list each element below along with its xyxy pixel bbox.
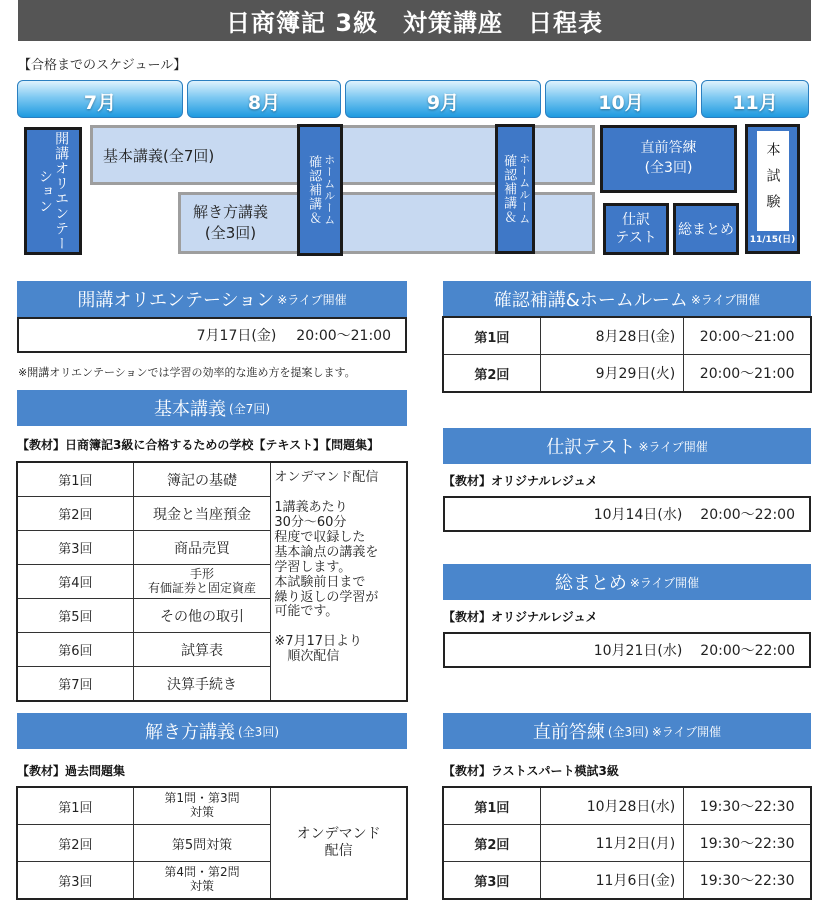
basic-header [17,390,407,426]
basic-row-topic: 現金と当座預金 [133,497,271,531]
kakunin-live: ※ライブ開催 [690,292,761,307]
timeline-kakunin-1-left: ホームルーム [322,154,336,226]
kaikata-header [17,713,407,749]
timeline-kakunin-2-right: 確認補講＆ [501,154,517,224]
timeline-kaikata-line2: (全3回) [204,224,257,242]
table-row [444,355,811,392]
kakunin-title: 確認補講&ホームルーム [493,290,688,311]
month-sep: 9月 [345,80,541,118]
table-row [444,318,811,355]
timeline-kakunin-2 [495,124,535,254]
basic-material: 【教材】日商簿記3級に合格するための学校【テキスト】【問題集】 [17,438,380,452]
matome-header [443,564,811,600]
table-row [444,825,811,862]
kakunin-row-date: 9月29日(火) [540,355,684,392]
orientation-title: 開講オリエンテーション [77,290,275,311]
timeline-honshiken-label: 本試験 [764,142,781,220]
kaikata-row-topic: 第4問・第2問 対策 [133,862,271,899]
orientation-date: 7月17日(金) [196,328,277,344]
basic-row-topic: 商品売買 [133,531,271,565]
basic-row-no: 第1回 [18,463,134,497]
timeline-chokuzen-line2: (全3回) [644,160,693,176]
matome-date: 10月21日(水) [593,643,683,659]
kakunin-row-time: 20:00～21:00 [684,355,811,392]
matome-time: 20:00～22:00 [700,643,795,659]
basic-row-topic: 決算手続き [133,667,271,701]
timeline-chokuzen-line1: 直前答練 [640,140,697,157]
chokuzen-title: 直前答練 [532,722,605,743]
shiwake-header [443,428,811,464]
basic-title: 基本講義 [154,399,226,420]
month-nov: 11月 [701,80,809,118]
chokuzen-material: 【教材】ラストスパート模試3級 [443,764,619,778]
basic-table [17,462,407,701]
kakunin-row-no: 第2回 [444,355,541,392]
matome-material: 【教材】オリジナルレジュメ [443,610,598,624]
chokuzen-live: ※ライブ開催 [651,724,722,739]
basic-row-no: 第6回 [18,633,134,667]
kakunin-row-no: 第1回 [444,318,541,355]
kaikata-title: 解き方講義 [145,722,235,743]
kakunin-row-time: 20:00～21:00 [684,318,811,355]
kakunin-table [443,317,811,392]
schedule-label: 【合格までのスケジュール】 [18,58,187,73]
chokuzen-header [443,713,811,749]
kaikata-row-topic: 第1問・第3問 対策 [133,788,271,825]
chokuzen-row-no: 第3回 [444,862,541,899]
shiwake-row [443,496,811,532]
basic-row-no: 第5回 [18,599,134,633]
month-oct: 10月 [545,80,697,118]
shiwake-material: 【教材】オリジナルレジュメ [443,474,598,488]
basic-row-no: 第3回 [18,531,134,565]
orientation-live: ※ライブ開催 [277,292,347,307]
orientation-time: 20:00～21:00 [296,328,391,344]
timeline-shiwake-line2: テスト [615,230,657,246]
timeline-kakunin-1 [297,124,343,256]
orientation-row [17,317,407,353]
kaikata-table [17,787,407,899]
basic-info-cell: オンデマンド配信 1講義あたり 30分～60分 程度で収録した 基本論点の講義を 学習します。 本試験前日まで 繰り返しの学習が 可能です。 ※7月17日より 順次配信 [271,463,407,701]
basic-row-topic: その他の取引 [133,599,271,633]
kaikata-row-no: 第2回 [18,825,134,862]
chokuzen-table [443,787,811,899]
chokuzen-row-date: 10月28日(水) [540,788,684,825]
chokuzen-row-no: 第1回 [444,788,541,825]
basic-row-no: 第4回 [18,565,134,599]
matome-live: ※ライブ開催 [629,575,700,590]
chokuzen-row-time: 19:30～22:30 [684,788,811,825]
chokuzen-row-time: 19:30～22:30 [684,862,811,899]
chokuzen-count: (全3回) [607,724,649,739]
month-aug: 8月 [187,80,341,118]
kaikata-material: 【教材】過去問題集 [17,764,126,778]
timeline-kakunin-2-left: ホームルーム [517,153,531,225]
kakunin-row-date: 8月28日(金) [540,318,684,355]
timeline-shiwake [603,203,669,255]
basic-row-topic: 簿記の基礎 [133,463,271,497]
basic-row-no: 第7回 [18,667,134,701]
timeline-matome [673,203,739,255]
timeline-basic-label: 基本講義(全7回) [103,146,215,165]
shiwake-live: ※ライブ開催 [638,439,708,454]
orientation-note: ※開講オリエンテーションでは学習の効率的な進め方を提案します。 [18,366,356,379]
timeline-matome-label: 総まとめ [678,222,734,238]
month-jul: 7月 [17,80,183,118]
kaikata-info-cell: オンデマンド 配信 [271,788,407,899]
chokuzen-row-no: 第2回 [444,825,541,862]
basic-row-no: 第2回 [18,497,134,531]
timeline-kaikata-line1: 解き方講義 [193,203,269,221]
shiwake-date: 10月14日(水) [593,507,683,523]
basic-count: (全7回) [229,401,270,416]
shiwake-title: 仕訳テスト [546,437,636,458]
matome-title: 総まとめ [554,573,627,594]
timeline-chokuzen [600,125,737,193]
page-title: 日商簿記 3級 対策講座 日程表 [18,0,811,41]
table-row [444,862,811,899]
kaikata-count: (全3回) [238,724,279,739]
basic-row-topic: 手形 有価証券と固定資産 [133,565,271,599]
basic-row-topic: 試算表 [133,633,271,667]
timeline-orientation [24,127,82,255]
shiwake-time: 20:00～22:00 [700,507,795,523]
kaikata-row-no: 第3回 [18,862,134,899]
kakunin-header [443,281,811,317]
chokuzen-row-date: 11月2日(月) [540,825,684,862]
timeline-honshiken-date: 11/15(日) [749,235,796,245]
matome-row [443,632,811,668]
kaikata-row-no: 第1回 [18,788,134,825]
kaikata-row-topic: 第5問対策 [133,825,271,862]
table-row [18,463,407,497]
orientation-header [17,281,407,317]
timeline-shiwake-line1: 仕訳 [621,211,650,228]
chokuzen-row-date: 11月6日(金) [540,862,684,899]
timeline-kakunin-1-right: 確認補講＆ [306,155,322,225]
timeline-orientation-label: 開講オリエンテーション [37,131,70,251]
timeline-honshiken [745,124,800,254]
chokuzen-row-time: 19:30～22:30 [684,825,811,862]
table-row [444,788,811,825]
table-row [18,788,407,825]
